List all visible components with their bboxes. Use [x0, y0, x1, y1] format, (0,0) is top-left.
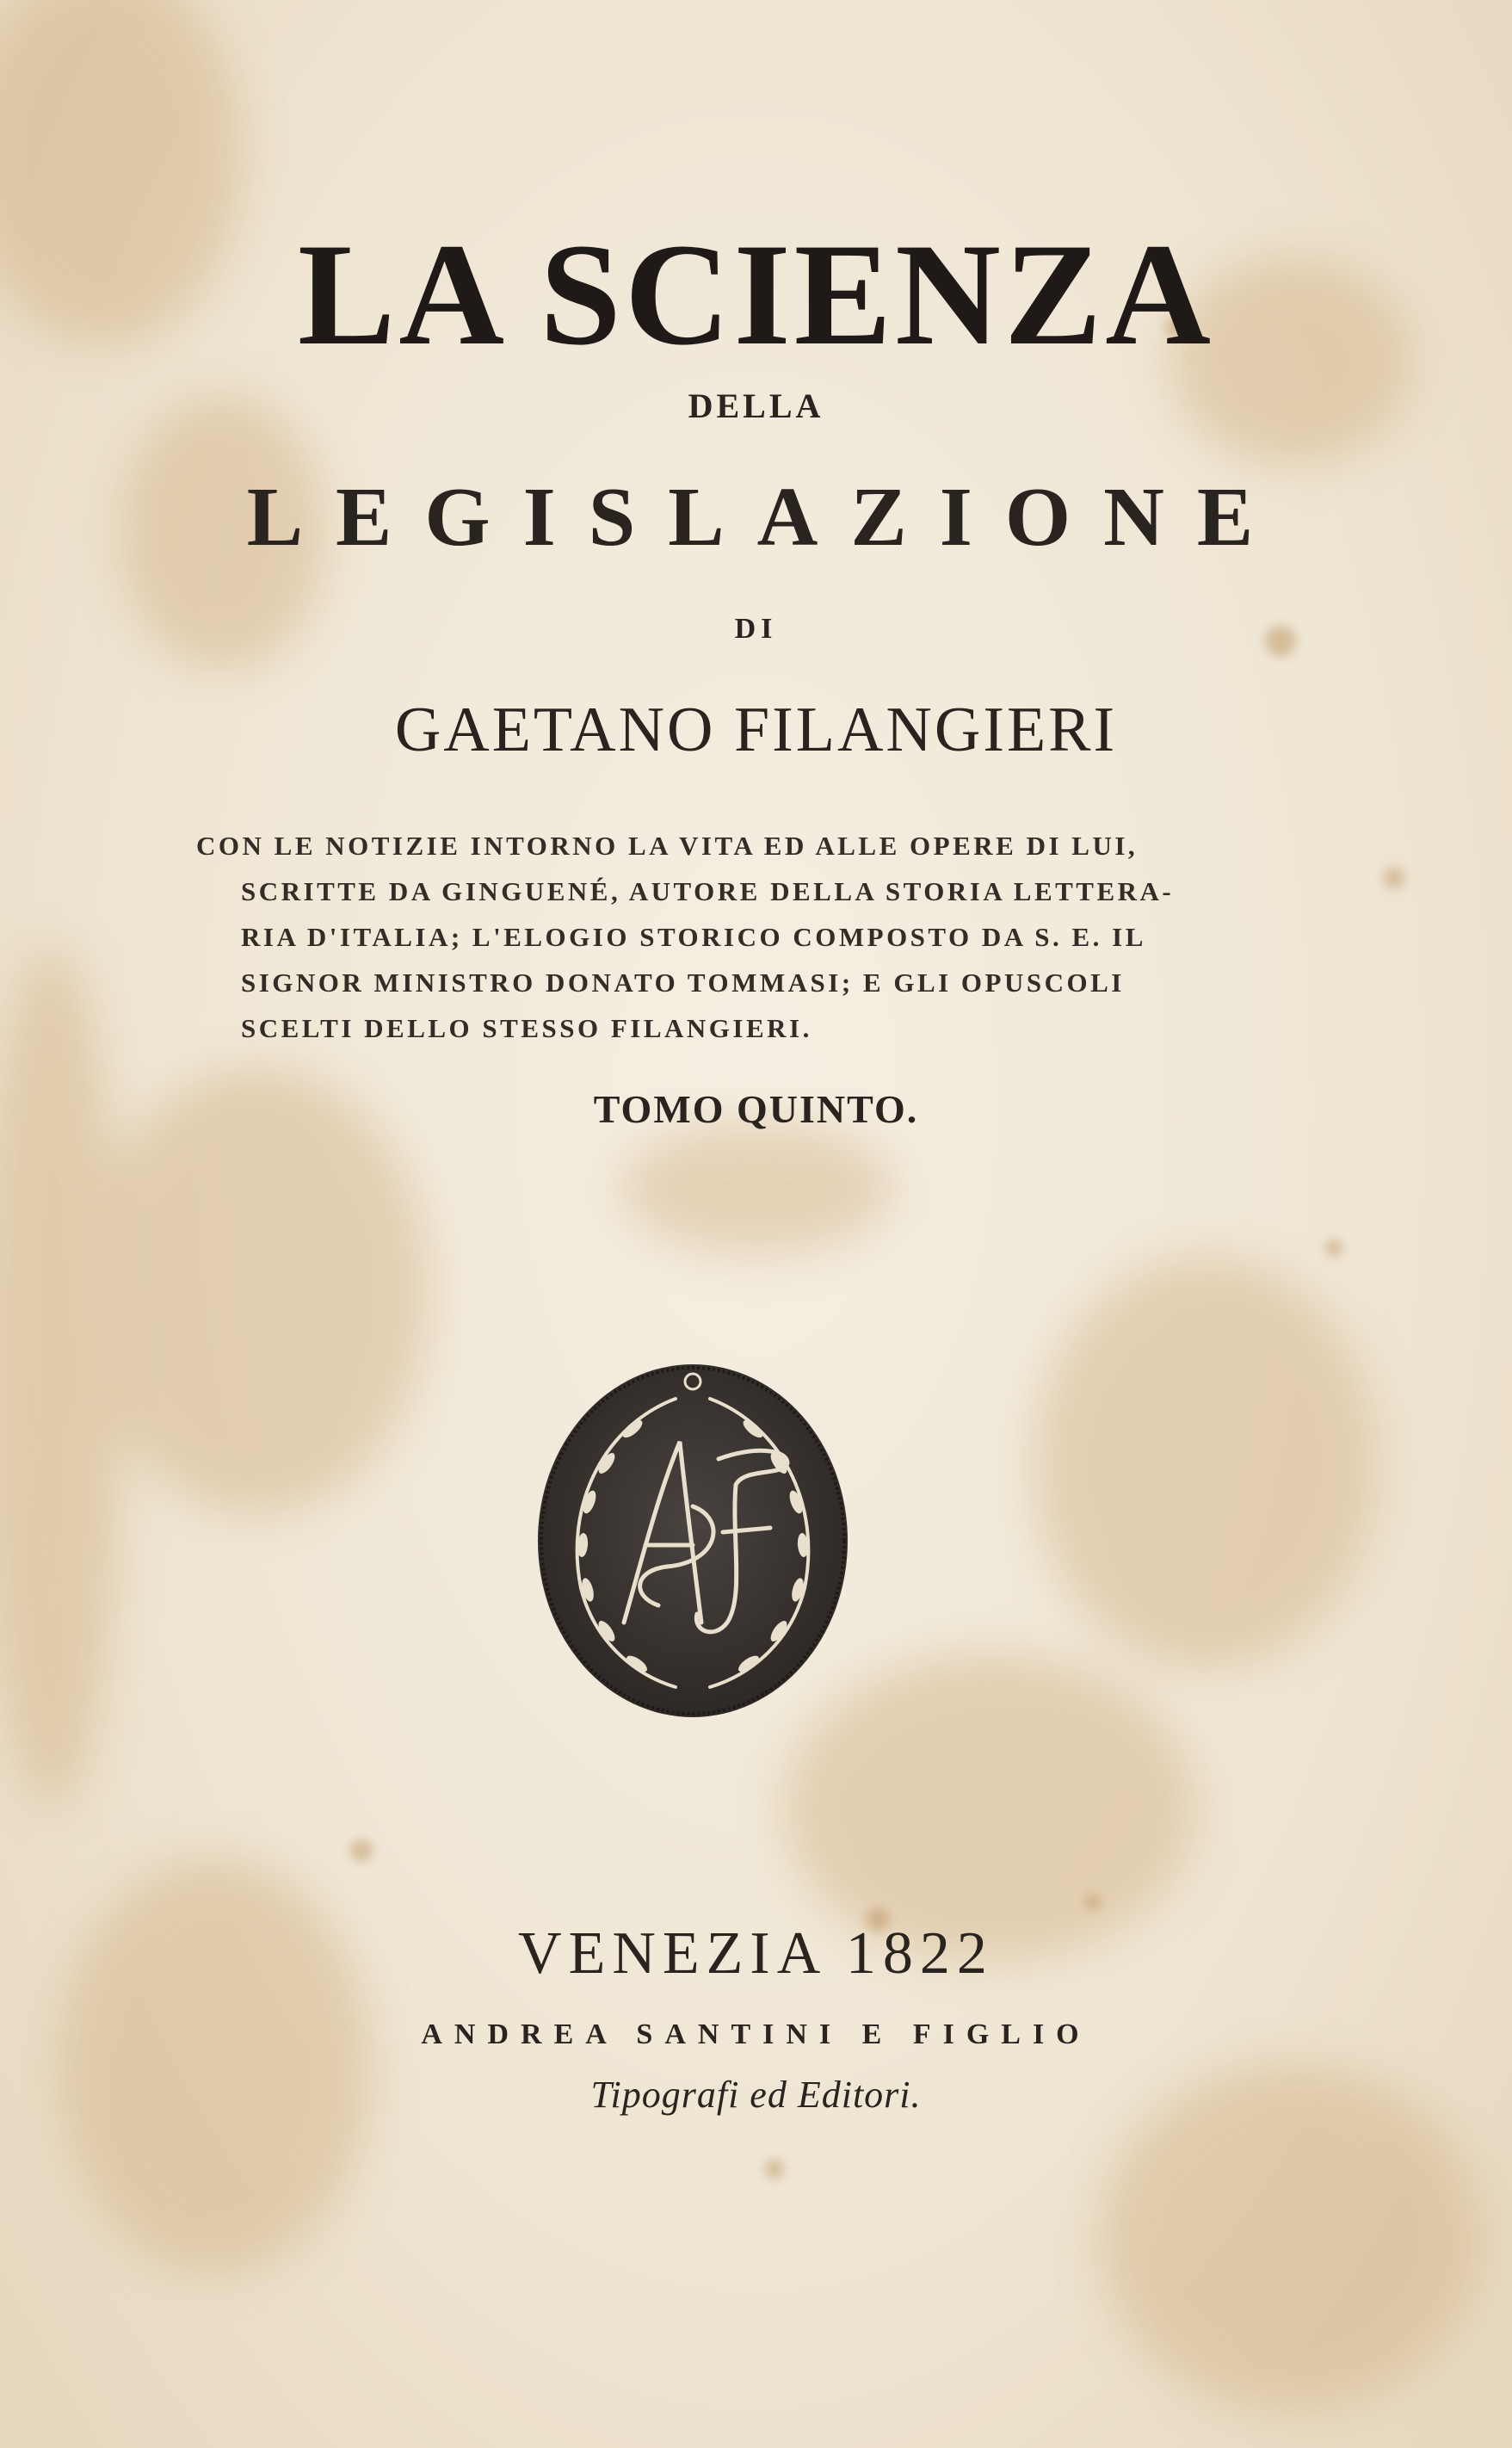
volume-number: TOMO QUINTO.: [593, 1087, 919, 1131]
author-name: GAETANO FILANGIERI: [394, 695, 1118, 765]
note-line: RIA D'ITALIA; L'ELOGIO STORICO COMPOSTO DA S. E. IL: [241, 922, 1146, 952]
book-title: LA SCIENZA: [297, 213, 1215, 375]
monogram-seal-icon: [529, 1347, 856, 1726]
note-line: SCELTI DELLO STESSO FILANGIERI.: [241, 1013, 812, 1043]
imprint-place-date: VENEZIA 1822: [518, 1920, 994, 1987]
contents-note: [196, 823, 1229, 1051]
imprint-printer: ANDREA SANTINI E FIGLIO: [421, 2018, 1091, 2050]
book-subject: LEGISLAZIONE: [246, 471, 1287, 564]
note-line: SIGNOR MINISTRO DONATO TOMMASI; E GLI OPUSCOLI: [241, 967, 1125, 998]
imprint-trade: Tipografi ed Editori.: [590, 2074, 922, 2116]
note-line: CON LE NOTIZIE INTORNO LA VITA ED ALLE OPERE DI LUI,: [196, 831, 1139, 861]
author-preposition: DI: [734, 613, 778, 645]
title-connector: DELLA: [688, 386, 824, 425]
note-line: SCRITTE DA GINGUENÉ, AUTORE DELLA STORIA LETTERA-: [241, 876, 1175, 906]
